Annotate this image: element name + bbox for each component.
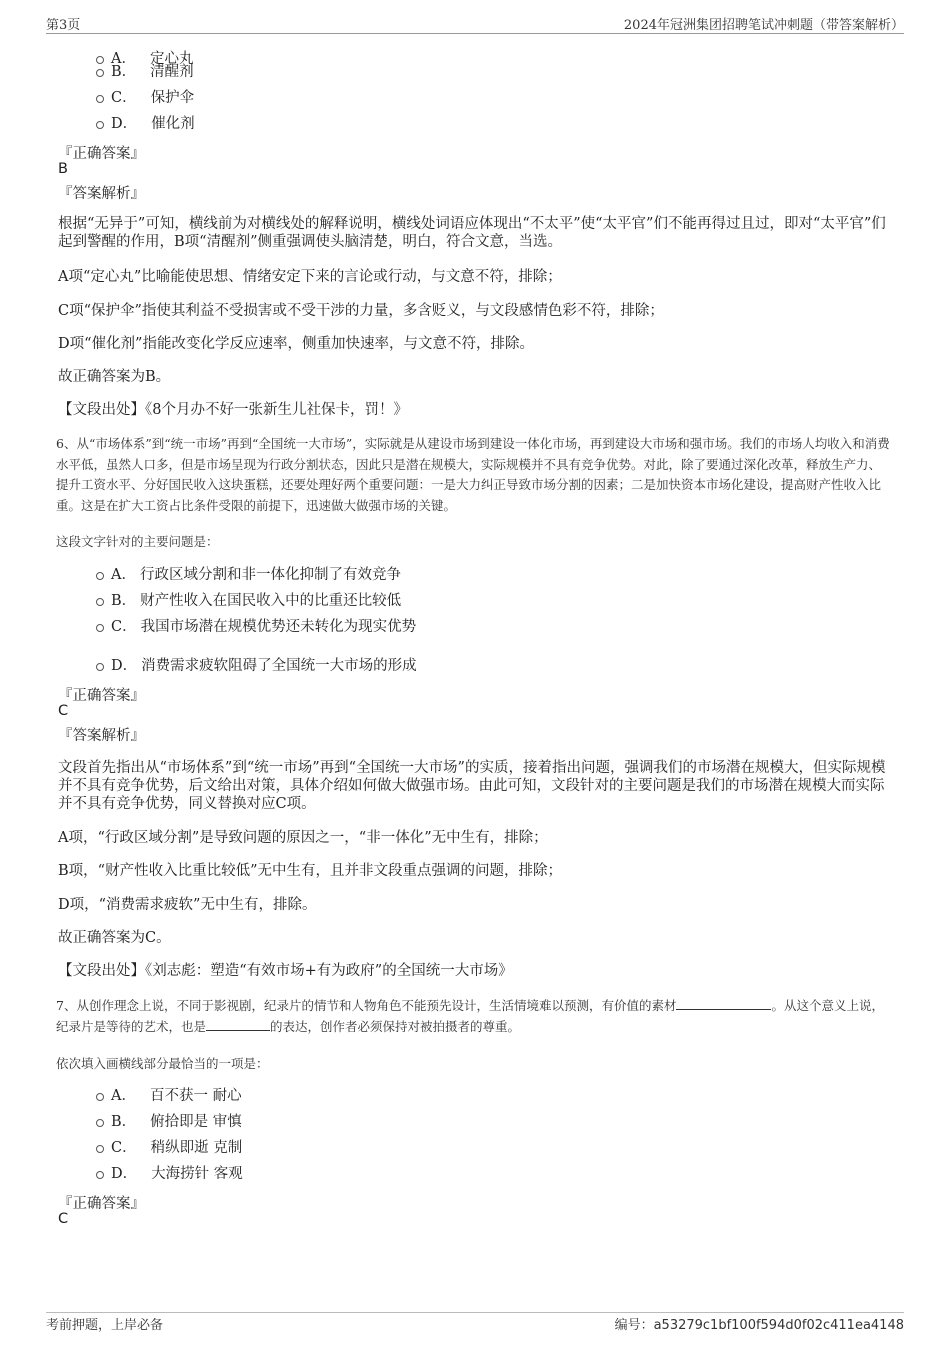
q7-option-a[interactable] <box>96 1087 242 1105</box>
q7-text-part-1: 7、从创作理念上说，不同于影视剧，纪录片的情节和人物角色不能预先设计，生活情境难以预测，有价值的素材 <box>56 998 677 1013</box>
radio-icon[interactable] <box>96 1171 104 1179</box>
radio-icon[interactable] <box>96 572 104 580</box>
option-letter: A． <box>111 51 136 67</box>
q7-option-d[interactable] <box>96 1165 243 1183</box>
q6-option-d[interactable] <box>96 657 417 675</box>
q6-question-text: 6、从“市场体系”到“统一市场”再到“全国统一大市场”，实际就是从建设市场到建设一体化市场，再到建设大市场和强市场。我们的市场人均收入和消费水平低，虽然人口多，但是市场呈现为行政分割状态，因此只是潜在规模大，实际规模并不具有竞争优势。对此，除了要通过深化改革，释放生产力、提升工资水平、分好国民收入这块蛋糕，还要处理好两个重要问题：一是大力纠正导致市场分割的因素；二是加快资本市场化建设，提高财产性收入比重。这是在扩大工资占比条件受限的前提下，迅速做大做强市场的关键。 <box>56 436 890 513</box>
q6-analysis-conclusion: 故正确答案为C。 <box>58 930 171 946</box>
fill-blank-1 <box>676 997 771 1010</box>
q5-option-d[interactable] <box>96 115 195 133</box>
q6-analysis-paragraph: 文段首先指出从“市场体系”到“统一市场”再到“全国统一大市场”的实质，接着指出问题，强调我们的市场潜在规模大，但实际规模并不具有竞争优势，后文给出对策，具体介绍如何做大做强市场。由此可知，文段针对的主要问题是我们的市场潜在规模大而实际并不具有竞争优势，同义替换对应C项。 <box>58 760 886 812</box>
q5-analysis-label: 『答案解析』 <box>58 186 145 202</box>
option-text: 财产性收入在国民收入中的比重还比较低 <box>140 593 402 609</box>
q7-text-part-3: 的表达，创作者必须保持对被拍摄者的尊重。 <box>270 1018 521 1034</box>
option-letter: D． <box>111 1166 138 1182</box>
option-text: 催化剂 <box>151 116 195 132</box>
option-letter: A． <box>111 567 136 583</box>
option-text: 大海捞针 客观 <box>151 1166 243 1182</box>
q6-source: 【文段出处】《刘志彪：塑造“有效市场+有为政府”的全国统一大市场》 <box>58 963 513 979</box>
radio-icon[interactable] <box>96 69 104 77</box>
q6-analysis-paragraph: D项，“消费需求疲软”无中生有，排除。 <box>58 897 317 913</box>
option-letter: C． <box>111 1140 137 1156</box>
q7-text-part-2: 。从这个意义上说，纪录片是等待的艺术，也是 <box>56 998 884 1034</box>
q5-answer-label: 『正确答案』 <box>58 146 145 162</box>
option-text: 俯拾即是 审慎 <box>150 1114 242 1130</box>
option-letter: D． <box>111 658 138 674</box>
q6-option-a[interactable] <box>96 566 401 584</box>
q5-answer: B <box>58 161 68 177</box>
option-letter: B． <box>111 1114 137 1130</box>
q6-option-c[interactable] <box>96 618 416 636</box>
q7-answer: C <box>58 1211 69 1227</box>
radio-icon[interactable] <box>96 663 104 671</box>
option-letter: A． <box>111 1088 136 1104</box>
option-text: 消费需求疲软阻碍了全国统一大市场的形成 <box>141 658 417 674</box>
q6-option-b[interactable] <box>96 592 401 610</box>
fill-blank-2 <box>206 1018 270 1031</box>
q7-option-b[interactable] <box>96 1113 242 1131</box>
q6-prompt: 这段文字针对的主要问题是： <box>56 534 219 549</box>
option-text: 保护伞 <box>150 90 195 106</box>
q5-source: 【文段出处】《8个月办不好一张新生儿社保卡，罚！》 <box>58 402 408 418</box>
option-text: 稍纵即逝 克制 <box>150 1140 243 1156</box>
document-title: 2024年冠洲集团招聘笔试冲刺题（带答案解析） <box>623 18 904 33</box>
q7-answer-label: 『正确答案』 <box>58 1196 145 1212</box>
option-text: 清醒剂 <box>150 64 194 80</box>
option-text: 定心丸 <box>149 51 194 67</box>
page-number: 第3页 <box>46 18 81 33</box>
radio-icon[interactable] <box>96 1145 104 1153</box>
footer-divider <box>46 1312 904 1313</box>
q5-analysis-paragraph: A项“定心丸”比喻能使思想、情绪安定下来的言论或行动，与文意不符，排除； <box>58 269 562 285</box>
document-code-value: a53279c1bf100f594d0f02c411ea4148 <box>653 1318 904 1333</box>
option-text: 百不获一 耐心 <box>149 1088 242 1104</box>
q6-answer: C <box>58 703 69 719</box>
option-text: 行政区域分割和非一体化抑制了有效竞争 <box>139 567 401 583</box>
q6-answer-label: 『正确答案』 <box>58 688 145 704</box>
radio-icon[interactable] <box>96 1119 104 1127</box>
option-text: 我国市场潜在规模优势还未转化为现实优势 <box>140 619 417 635</box>
document-code-label: 编号： <box>614 1318 654 1333</box>
option-letter: C． <box>111 90 137 106</box>
header-divider <box>46 33 904 34</box>
option-letter: D． <box>111 116 138 132</box>
q5-analysis-conclusion: 故正确答案为B。 <box>58 369 171 385</box>
q5-analysis-paragraph: D项“催化剂”指能改变化学反应速率，侧重加快速率，与文意不符，排除。 <box>58 336 534 352</box>
q6-analysis-label: 『答案解析』 <box>58 728 145 744</box>
option-letter: C． <box>111 619 137 635</box>
radio-icon[interactable] <box>96 1093 104 1101</box>
document-code <box>615 1314 904 1333</box>
q5-option-b[interactable] <box>96 63 194 81</box>
radio-icon[interactable] <box>96 121 104 129</box>
q6-analysis-paragraph: B项，“财产性收入比重比较低”无中生有，且并非文段重点强调的问题，排除； <box>58 863 562 879</box>
option-letter: B． <box>111 593 137 609</box>
option-letter: B． <box>111 64 137 80</box>
footer-slogan: 考前押题，上岸必备 <box>46 1318 164 1333</box>
radio-icon[interactable] <box>96 624 104 632</box>
q6-analysis-paragraph: A项，“行政区域分割”是导致问题的原因之一，“非一体化”无中生有，排除； <box>58 830 548 846</box>
radio-icon[interactable] <box>96 598 104 606</box>
q7-option-c[interactable] <box>96 1139 242 1157</box>
radio-icon[interactable] <box>96 95 104 103</box>
q5-option-c[interactable] <box>96 89 194 107</box>
q5-analysis-paragraph: 根据“无异于”可知，横线前为对横线处的解释说明，横线处词语应体现出“不太平”使“太平官”们不能再得过且过，即对“太平官”们起到警醒的作用，B项“清醒剂”侧重强调使头脑清楚，明白，符合文意，当选。 <box>58 216 886 250</box>
q7-question-text <box>56 996 890 1037</box>
q7-prompt: 依次填入画横线部分最恰当的一项是： <box>56 1056 269 1071</box>
q5-analysis-paragraph: C项“保护伞”指使其利益不受损害或不受干涉的力量，多含贬义，与文段感情色彩不符，排除； <box>58 303 664 319</box>
